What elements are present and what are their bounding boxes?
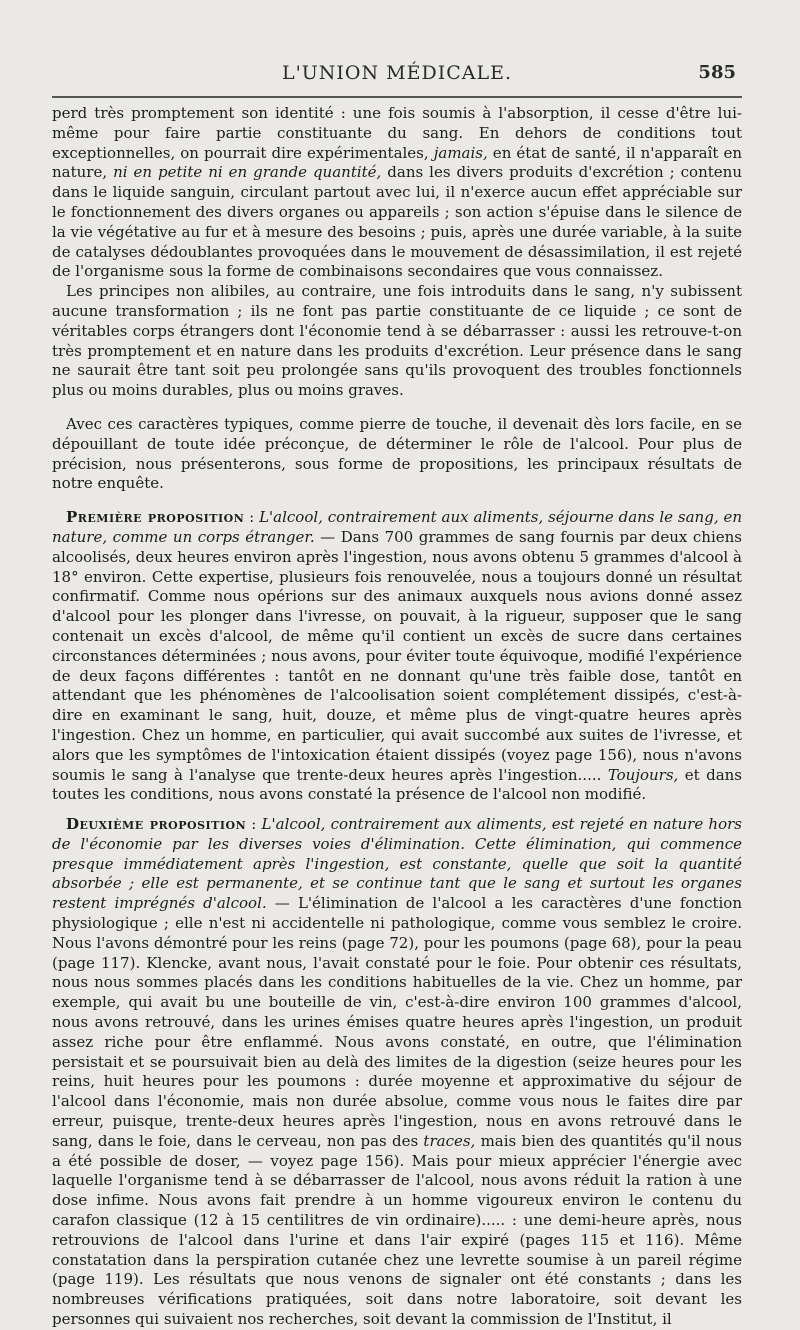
text-run: — Dans 700 grammes de sang fournis par deux chiens alcoolisés, deux heures environ après l'ingestion, nous avons obtenu 5 grammes d'alcool à 18° environ. Cette expertise, plusieurs fois renouvelée, nous a toujours donné un résultat confirmatif. Comme nous opérions sur des animaux auxquels nous avions donné assez d'alcool pour les plonger dans l'ivresse, on pouvait, à la rigueur, supposer que le sang contenait un excès d'alcool, de même qu'il contient un excès de sucre dans certaines circonstances déterminées ; nous avons, pour éviter toute équivoque, modifié l'expérience de deux façons différentes : tantôt en ne donnant qu'une très faible dose, tantôt en attendant que les phénomènes de l'alcoolisation soient complétement dissipés, c'est-à-dire en examinant le sang, huit, douze, et même plus de vingt-quatre heures après l'ingestion. Chez un homme, en particulier, qui avait succombé aux suites de l'ivresse, et alors que les symptômes de l'intoxication étaient dissipés (voyez page 156), nous n'avons soumis le sang à l'analyse que trente-deux heures après l'ingestion..... bbox=[52, 527, 742, 784]
italic-run: jamais, bbox=[433, 143, 488, 162]
proposition-heading: Première proposition bbox=[66, 508, 245, 527]
text-run: Les principes non alibiles, au contraire, une fois introduits dans le sang, n'y subissent aucune transformation ; ils ne font pas partie constituante de ce liquide ; ce sont de véritables corps étrangers dont l'économie tend à se débarrasser : aussi les retrouve-t-on très promptement et en nature dans les produits d'excrétion. Leur présence dans le sang ne saurait être tant soit peu prolongée sans qu'ils provoquent des troubles fonctionnels plus ou moins durables, plus ou moins graves. bbox=[52, 282, 742, 400]
italic-run: traces, bbox=[423, 1131, 476, 1150]
paragraph-continuation bbox=[52, 104, 742, 282]
text-run: : bbox=[246, 815, 262, 834]
italic-run: L'alcool, contrairement aux aliments, est rejeté en nature hors de l'économie par les diverses voies d'élimination. Cette élimination, qui commence presque immédiatement après l'ingestion, est constante, quelle que soit la quantité absorbée ; elle est permanente, et se continue tant que le sang et surtout les organes restent imprégnés d'alcool. bbox=[52, 815, 742, 913]
text-run: en état de santé, il n'apparaît en nature, bbox=[52, 143, 742, 182]
running-title: L'UNION MÉDICALE. bbox=[281, 62, 513, 84]
paragraph-first-proposition bbox=[52, 508, 742, 805]
italic-run: ni en petite ni en grande quantité, bbox=[113, 163, 382, 182]
text-run: mais bien des quantités qu'il nous a été possible de doser, — voyez page 156). Mais pour mieux apprécier l'énergie avec laquelle l'organisme tend à se débarrasser de l'alcool, nous avons réduit la ration à une dose infime. Nous avons fait prendre à un homme vigoureux environ le contenu du carafon classique (12 à 15 centilitres de vin ordinaire)..... : une demi-heure après, nous retrouvions de l'alcool dans l'urine et dans l'air expiré (pages 115 et 116). Même constatation dans la perspiration cutanée chez une levrette soumise à un pareil régime (page 119). Les résultats que nous venons de signaler ont été constants ; dans les nombreuses vérifications pratiquées, soit dans notre laboratoire, soit devant les personnes qui suivaient nos recherches, soit devant la commission de l'Institut, il bbox=[52, 1131, 742, 1329]
header-rule bbox=[52, 96, 742, 98]
text-run: Avec ces caractères typiques, comme pierre de touche, il devenait dès lors facile, en se dépouillant de toute idée préconçue, de déterminer le rôle de l'alcool. Pour plus de précision, nous présenterons, sous forme de propositions, les principaux résultats de notre enquête. bbox=[52, 414, 742, 493]
paragraph-non-alibiles bbox=[52, 282, 742, 401]
text-run: : bbox=[244, 508, 260, 527]
page-header bbox=[52, 60, 742, 90]
text-run: et dans toutes les conditions, nous avons constaté la présence de l'alcool non modifié. bbox=[52, 765, 742, 804]
body-text bbox=[52, 104, 742, 1330]
page-number: 585 bbox=[698, 62, 736, 83]
text-run: perd très promptement son identité : une fois soumis à l'absorption, il cesse d'être lui-même pour faire partie constituante du sang. En dehors de conditions tout exceptionnelles, on pourrait dire expérimentales, bbox=[52, 104, 742, 162]
proposition-heading: Deuxième proposition bbox=[66, 815, 247, 834]
text-run: — L'élimination de l'alcool a les caractères d'une fonction physiologique ; elle n'est ni accidentelle ni pathologique, comme vous semblez le croire. Nous l'avons démontré pour les reins (page 72), pour les poumons (page 68), pour la peau (page 117). Klencke, avant nous, l'avait constaté pour le foie. Pour obtenir ces résultats, nous nous sommes placés dans les conditions habituelles de la vie. Chez un homme, par exemple, qui avait bu une bouteille de vin, c'est-à-dire environ 100 grammes d'alcool, nous avons retrouvé, dans les urines émises quatre heures après l'ingestion, un produit assez riche pour être enflammé. Nous avons constaté, en outre, que l'élimination persistait et se poursuivait bien au delà des limites de la digestion (seize heures pour les reins, huit heures pour les poumons : durée moyenne et approximative du séjour de l'alcool dans l'économie, mais non durée absolue, comme vous nous le faites dire par erreur, puisque, trente-deux heures après l'ingestion, nous en avons retrouvé dans le sang, dans le foie, dans le cerveau, non pas des bbox=[52, 894, 742, 1150]
paragraph-method bbox=[52, 415, 742, 494]
italic-run: L'alcool, contrairement aux aliments, séjourne dans le sang, en nature, comme un corps étranger. bbox=[52, 508, 742, 546]
paragraph-second-proposition bbox=[52, 815, 742, 1330]
italic-run: Toujours, bbox=[607, 765, 679, 784]
text-run: dans les divers produits d'excrétion ; contenu dans le liquide sanguin, circulant partout avec lui, il n'exerce aucun effet appréciable sur le fonctionnement des divers organes ou appareils ; son action s'épuise dans le silence de la vie végétative au fur et à mesure des besoins ; puis, après une durée variable, à la suite de catalyses dédoublantes provoquées dans le mouvement de désassimilation, il est rejeté de l'organisme sous la forme de combinaisons secondaires que vous connaissez. bbox=[52, 163, 742, 281]
